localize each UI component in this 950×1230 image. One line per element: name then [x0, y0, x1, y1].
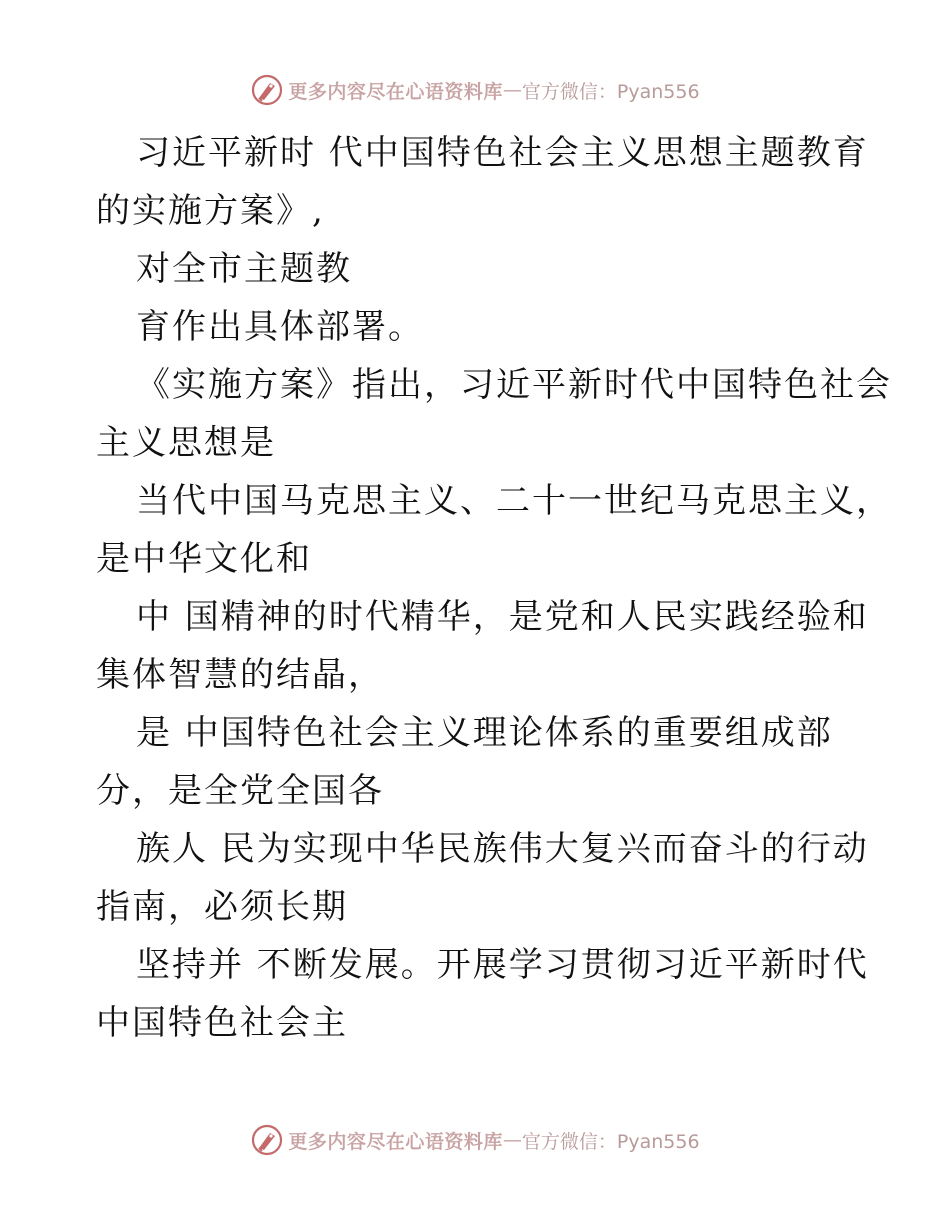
banner-contact: 官方微信：Pyan556 — [521, 80, 700, 103]
banner-contact: 官方微信：Pyan556 — [521, 1130, 700, 1153]
body-line: 指南，必须长期 — [96, 887, 348, 927]
body-line: 坚持并 不断发展。开展学习贯彻习近平新时代 — [136, 945, 869, 985]
body-line: 是中华文化和 — [96, 539, 312, 579]
body-line: 分，是全党全国各 — [96, 771, 384, 811]
banner-site-name: 更多内容尽在心语资料库 — [288, 80, 503, 103]
body-line: 族人 民为实现中华民族伟大复兴而奋斗的行动 — [136, 829, 869, 869]
banner-separator: — — [502, 79, 522, 101]
body-line: 集体智慧的结晶， — [96, 655, 384, 695]
body-line: 对全市主题教 — [136, 249, 352, 289]
header-banner — [0, 70, 950, 110]
body-line: 习近平新时 代中国特色社会主义思想主题教育 — [136, 133, 869, 173]
body-line: 当代中国马克思主义、二十一世纪马克思主义， — [136, 481, 892, 521]
body-line: 的实施方案》, — [96, 191, 325, 231]
footer-banner — [0, 1120, 950, 1160]
body-line: 中国特色社会主 — [96, 1003, 348, 1043]
document-body — [96, 124, 892, 1052]
body-line: 育作出具体部署。 — [136, 307, 424, 347]
pen-nib-logo-icon — [250, 1123, 284, 1157]
banner-separator: — — [502, 1129, 522, 1151]
body-line: 主义思想是 — [96, 423, 276, 463]
pen-nib-logo-icon — [250, 73, 284, 107]
body-line: 中 国精神的时代精华，是党和人民实践经验和 — [136, 597, 869, 637]
body-line: 《实施方案》指出，习近平新时代中国特色社会 — [136, 365, 892, 405]
body-line: 是 中国特色社会主义理论体系的重要组成部 — [136, 713, 833, 753]
banner-site-name: 更多内容尽在心语资料库 — [288, 1130, 503, 1153]
